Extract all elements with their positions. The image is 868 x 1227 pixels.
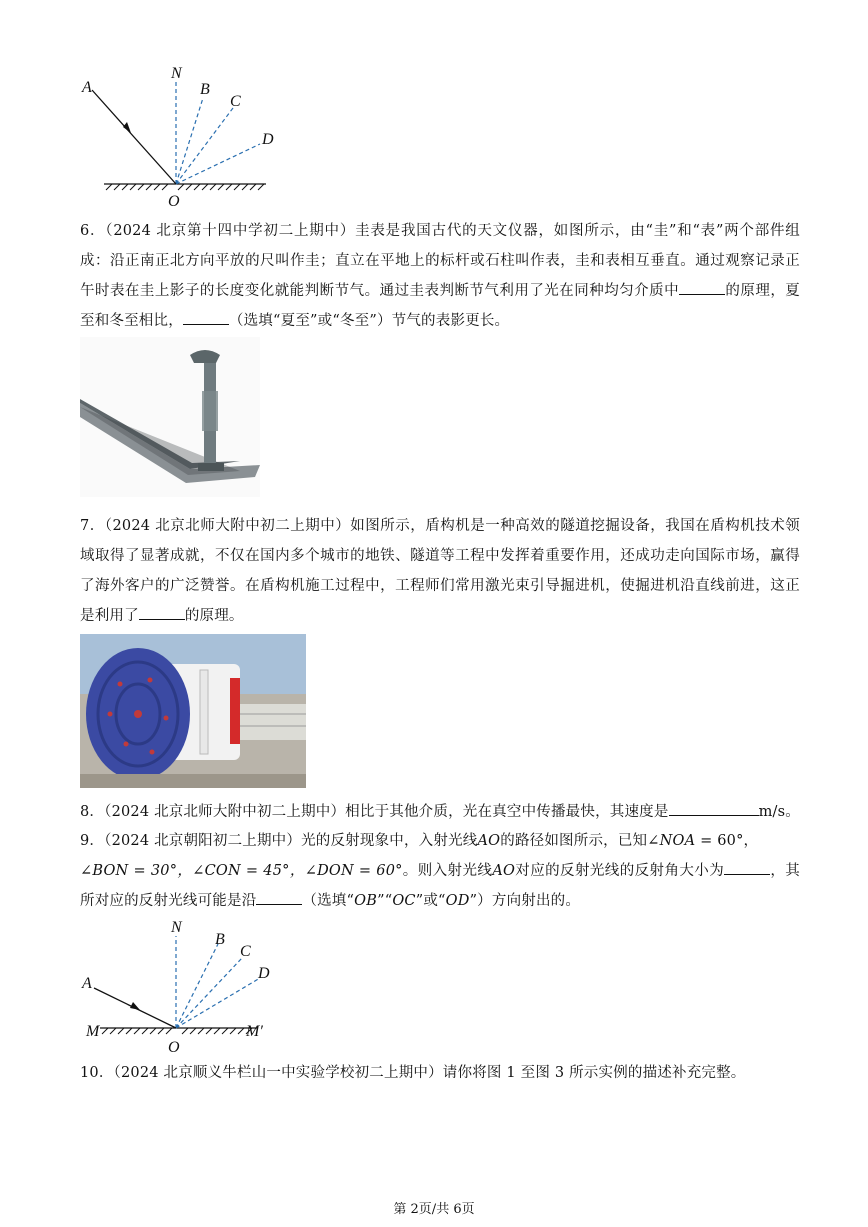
answer-blank[interactable] [669, 799, 759, 816]
label-O: O [168, 1039, 180, 1056]
label-O: O [168, 193, 180, 208]
question-9: 9．（2024 北京朝阳初二上期中）光的反射现象中，入射光线AO的路径如图所示，已知∠NOA = 60°， ∠BON = 30°，∠CON = 45°，∠DON = 60°。则入射光线AO对应的反射光线的反射角大小为 ，其所对应的反射光线可能是沿 （选填“OB”“OC”或“OD”）方向射出的。 [80, 833, 800, 909]
shield-machine-photo [80, 634, 306, 788]
label-C: C [240, 943, 251, 960]
reflection-diagram-2 [78, 916, 278, 1058]
question-7: 7．（2024 北京北师大附中初二上期中）如图所示，盾构机是一种高效的隧道挖掘设备，我国在盾构机技术领域取得了显著成就，不仅在国内多个城市的地铁、隧道等工程中发挥着重要作用，还成功走向国际市场，赢得了海外客户的广泛赞誉。在盾构机施工过程中，工程师们常用激光束引导掘进机，使掘进机沿直线前进，这正是利用了 的原理。 [80, 518, 800, 624]
question-10: 10．（2024 北京顺义牛栏山一中实验学校初二上期中）请你将图 1 至图 3 所示实例的描述补充完整。 [80, 1065, 746, 1081]
answer-blank[interactable] [139, 603, 185, 620]
label-A: A [82, 975, 92, 992]
label-A: A [82, 79, 92, 96]
question-8: 8．（2024 北京北师大附中初二上期中）相比于其他介质，光在真空中传播最快，其速度是 m/s。 [80, 797, 800, 827]
label-N: N [171, 919, 182, 936]
label-M-prime: M′ [246, 1023, 263, 1040]
label-D: D [258, 965, 270, 982]
answer-blank[interactable] [256, 888, 302, 905]
label-B: B [200, 81, 210, 98]
answer-blank[interactable] [183, 308, 229, 325]
label-C: C [230, 93, 241, 110]
question-6: 6．（2024 北京第十四中学初二上期中）圭表是我国古代的天文仪器，如图所示，由“圭”和“表”两个部件组成：沿正南正北方向平放的尺叫作圭；直立在平地上的标杆或石柱叫作表，圭和表相互垂直。通过观察记录正午时表在圭上影子的长度变化就能判断节气。通过圭表判断节气利用了光在同种均匀介质中 的原理，夏至和冬至相比， （选填“夏至”或“冬至”）节气的表影更长。 [80, 223, 800, 329]
reflection-diagram-1 [78, 62, 278, 208]
label-B: B [215, 931, 225, 948]
answer-blank[interactable] [724, 858, 770, 875]
label-N: N [171, 65, 182, 82]
answer-blank[interactable] [679, 278, 725, 295]
page-footer: 第 2页/共 6页 [393, 1202, 475, 1217]
label-D: D [262, 131, 274, 148]
gnomon-photo [80, 337, 260, 497]
label-M: M [86, 1023, 100, 1040]
